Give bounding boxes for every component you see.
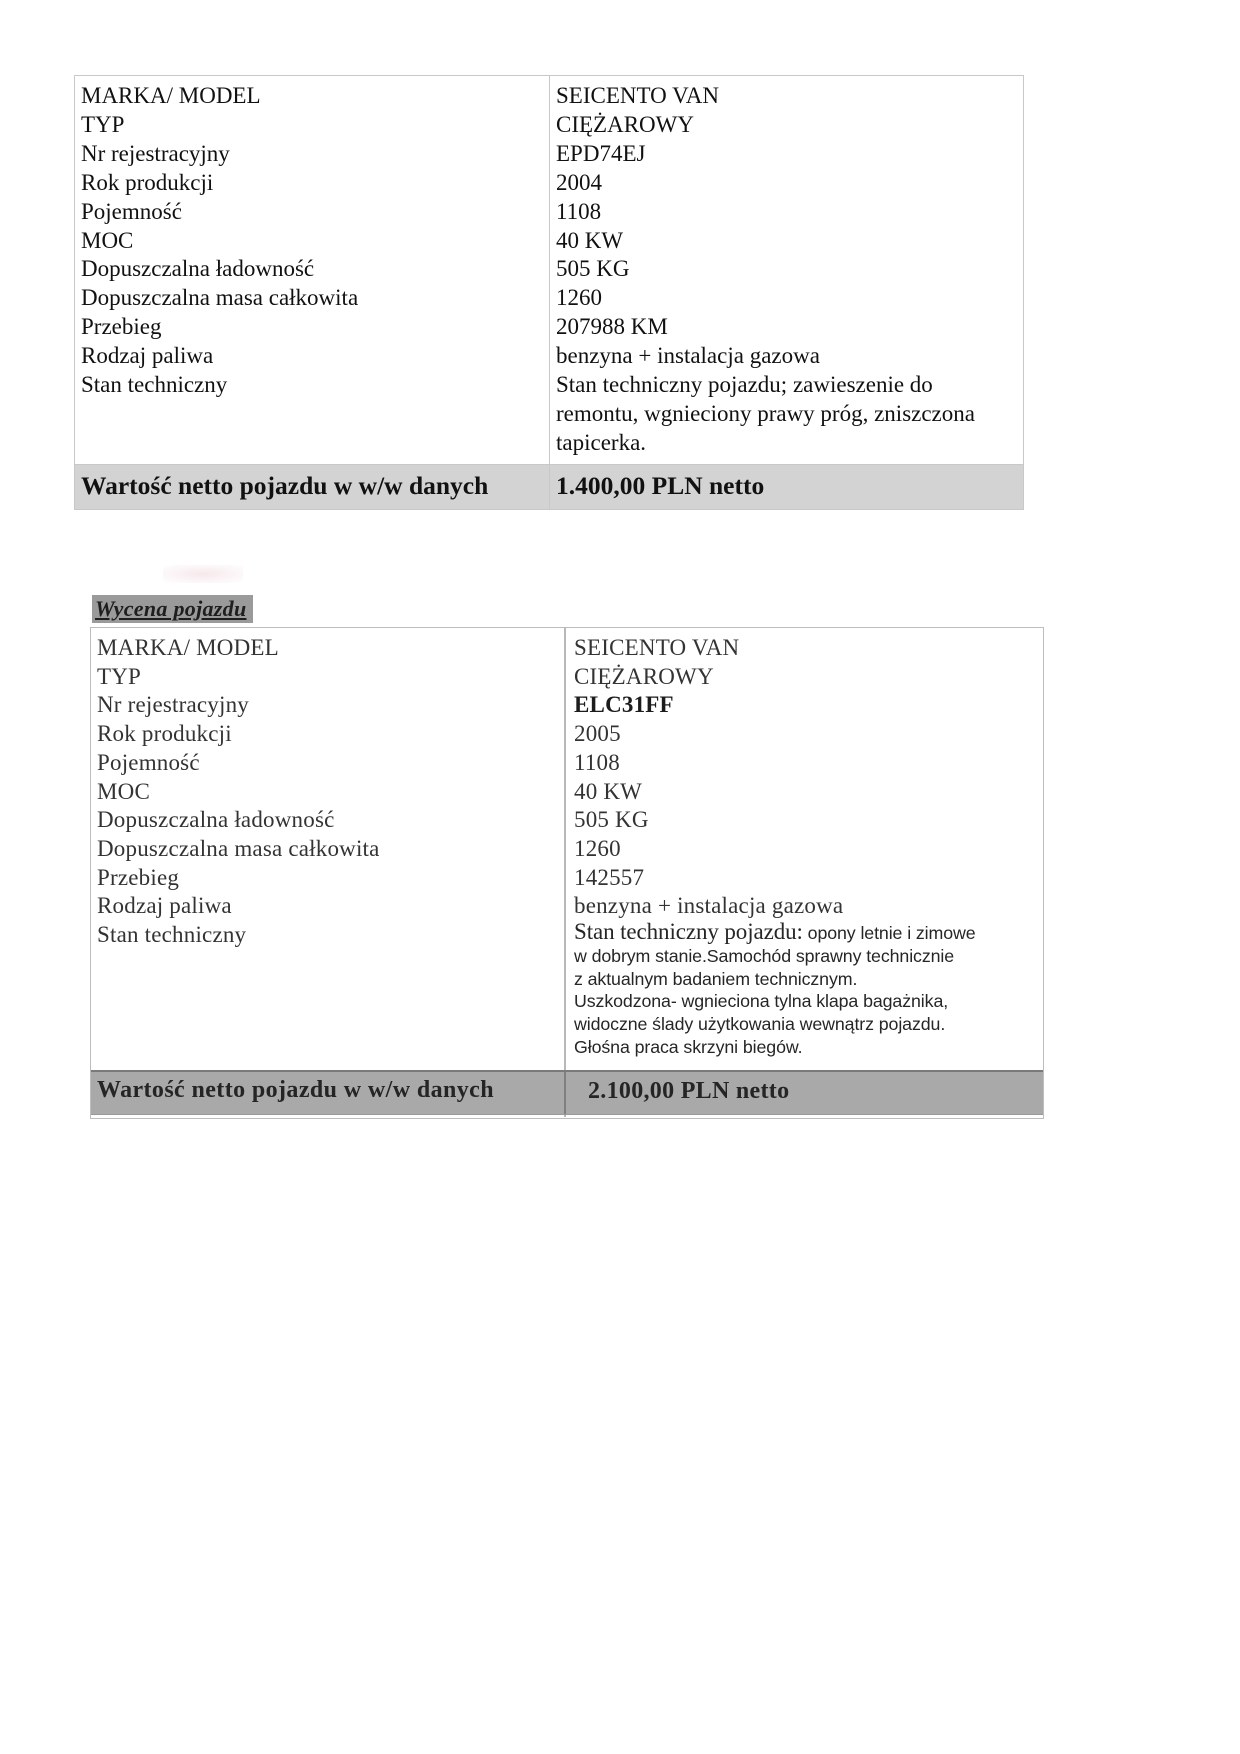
value-make-model: SEICENTO VAN [556, 83, 719, 108]
summary-divider [564, 1072, 566, 1114]
labels-cell [75, 76, 550, 465]
summary-label: Wartość netto pojazdu w w/w danych [75, 464, 550, 509]
value-registration: EPD74EJ [556, 140, 646, 166]
condition-line: opony letnie i zimowe [802, 923, 976, 944]
value-mileage: 207988 KM [556, 314, 668, 340]
label-type: TYP [81, 111, 125, 137]
label-engine-capacity: Pojemność [81, 198, 182, 224]
values-cell [550, 76, 1024, 465]
condition-line: widoczne ślady użytkowania wewnątrz pojazdu. [574, 1014, 946, 1035]
condition-line: w dobrym stanie.Samochód sprawny technicznie [574, 945, 955, 966]
label-make-model: MARKA/ MODEL [97, 635, 279, 660]
value-registration: ELC31FF [574, 692, 674, 718]
label-payload: Dopuszczalna ładowność [81, 256, 315, 282]
label-gross-weight: Dopuszczalna masa całkowita [81, 285, 359, 311]
summary-value: 1.400,00 PLN netto [550, 464, 1024, 509]
value-fuel-type: benzyna + instalacja gazowa [574, 893, 844, 919]
scan-smudge [163, 565, 243, 583]
label-type: TYP [97, 663, 142, 689]
value-engine-capacity: 1108 [574, 749, 620, 775]
label-fuel-type: Rodzaj paliwa [97, 893, 232, 919]
label-gross-weight: Dopuszczalna masa całkowita [97, 835, 380, 861]
value-production-year: 2004 [556, 169, 602, 195]
value-payload: 505 KG [574, 807, 649, 833]
label-technical-condition: Stan techniczny [81, 372, 228, 398]
label-engine-capacity: Pojemność [97, 749, 200, 775]
summary-label: Wartość netto pojazdu w w/w danych [97, 1077, 494, 1103]
scan-summary-row [91, 1070, 1043, 1115]
valuation-table-1 [74, 75, 1024, 510]
value-engine-capacity: 1108 [556, 198, 602, 224]
value-mileage: 142557 [574, 864, 645, 890]
label-mileage: Przebieg [81, 314, 162, 340]
value-technical-condition [574, 921, 1034, 1059]
condition-line: z aktualnym badaniem technicznym. [574, 968, 858, 989]
value-condition-line: tapicerka. [556, 429, 647, 455]
label-registration: Nr rejestracyjny [97, 692, 249, 718]
label-power: MOC [97, 778, 151, 804]
label-fuel-type: Rodzaj paliwa [81, 343, 214, 369]
value-gross-weight: 1260 [556, 285, 602, 311]
value-gross-weight: 1260 [574, 835, 621, 861]
label-technical-condition: Stan techniczny [97, 922, 247, 948]
value-make-model: SEICENTO VAN [574, 635, 740, 660]
label-power: MOC [81, 227, 134, 253]
summary-row [75, 464, 1024, 509]
label-mileage: Przebieg [97, 864, 180, 890]
condition-lead: Stan techniczny pojazdu: [574, 919, 803, 945]
value-power: 40 KW [556, 227, 624, 253]
label-registration: Nr rejestracyjny [81, 140, 230, 166]
scanned-valuation-table-2 [88, 585, 1046, 1125]
value-power: 40 KW [574, 778, 643, 804]
valuation-heading: Wycena pojazdu [92, 595, 253, 623]
condition-line: Głośna praca skrzyni biegów. [574, 1037, 803, 1058]
condition-line: Uszkodzona- wgnieciona tylna klapa bagażnika, [574, 991, 949, 1012]
scan-values-column [574, 634, 1034, 1059]
summary-value: 2.100,00 PLN netto [588, 1078, 790, 1104]
label-production-year: Rok produkcji [81, 169, 214, 195]
scan-labels-column [97, 634, 380, 950]
value-type: CIĘŻAROWY [556, 111, 694, 137]
value-payload: 505 KG [556, 256, 630, 282]
value-type: CIĘŻAROWY [574, 663, 714, 689]
label-payload: Dopuszczalna ładowność [97, 807, 335, 833]
value-production-year: 2005 [574, 721, 621, 747]
value-condition-line: remontu, wgnieciony prawy próg, zniszczona [556, 400, 975, 426]
value-condition-line: Stan techniczny pojazdu; zawieszenie do [556, 372, 933, 398]
value-fuel-type: benzyna + instalacja gazowa [556, 343, 820, 369]
scan-column-divider [564, 627, 566, 1117]
label-make-model: MARKA/ MODEL [81, 83, 261, 108]
label-production-year: Rok produkcji [97, 721, 232, 747]
